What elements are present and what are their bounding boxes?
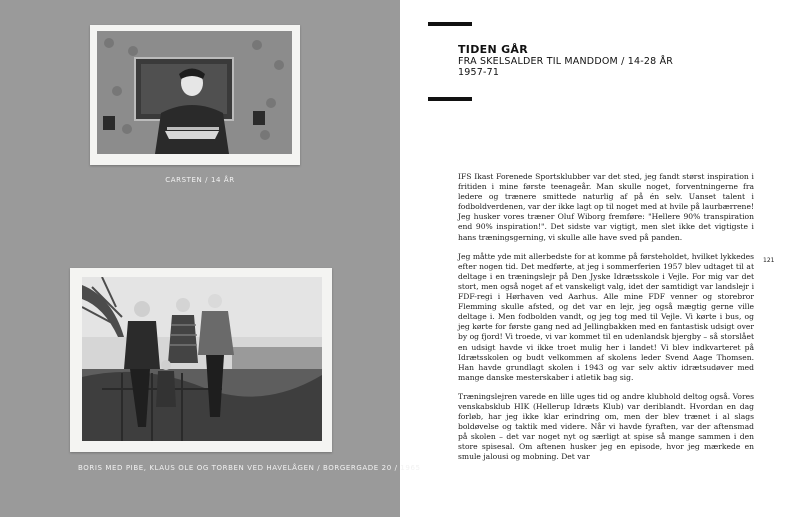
heading-rule-bottom (428, 97, 472, 101)
page-number: 121 (763, 257, 775, 264)
chapter-subtitle: FRA SKELSALDER TIL MANDDOM / 14-28 ÅR (458, 56, 674, 67)
heading-rule-top (428, 22, 472, 26)
photo-boys-caption: BORIS MED PIBE, KLAUS OLE OG TORBEN VED HAVELÅGEN / BORGERGADE 20 / 1965 (78, 464, 421, 472)
paragraph: IFS Ikast Forenede Sportsklubber var det sted, jeg fandt størst inspiration i fritiden i mine første teenageår. Man skulle noget, forventningerne fra ledere og trænere smittede naturlig af på én selv. Uanset talent i fodboldverdenen, var der ikke lagt op til noget med at hvile på laurbærrene! Jeg husker vores træner Oluf Wiborg fremføre: "Hellere 90% transpiration end 90% inspiration!". Det sidste var vigtigt, men slet ikke det vigtigste i hans træningsgerning, vi skulle alle have sved på panden. (458, 172, 754, 242)
chapter-years: 1957-71 (458, 67, 500, 78)
paragraph: Jeg måtte yde mit allerbedste for at komme på førsteholdet, hvilket lykkedes efter nogen tid. Det medførte, at jeg i sommerferien 1957 blev udtaget til at deltage i en træningslejr på Den Jyske Idrætsskole i Vejle. For mig var det stort, men også noget af et vanskeligt valg, idet der samtidigt var landslejr i FDF-regi i Hørhaven ved Aarhus. Alle mine FDF venner og storebror Flemming skulle afsted, og det var en lejr, jeg også mægtig gerne ville deltage i. Men fodbolden vandt, og jeg tog med til Vejle. Vi kørte i bus, og jeg kørte for første gang ned ad Jellingbakken med en fantastisk udsigt over by og fjord! Vi troede, vi var kommet til en udenlandsk bjergby – så storslået en udsigt havde vi ikke troet mulig her i landet! Vi blev indkvarteret på Idrætsskolen og budt velkommen af skolens leder Svend Aage Thomsen. Han havde grundlagt skolen i 1943 og var selv aktiv idrætsudøver med mange danske mesterskaber i atletik bag sig. (458, 251, 754, 382)
photo-boys-garden-gate-image (82, 277, 322, 441)
paragraph: Træningslejren varede en lille uges tid og andre klubhold deltog også. Vores venskabsklub HIK (Hellerup Idræts Klub) var deriblandt. Hvordan en dag forløb, har jeg ikke klar erindring om, men der blev trænet i al slags boldøvelse og taktik med videre. Når vi havde fyraften, var der aftensmad på skolen – det var noget nyt og særligt at spise så mange sammen i den store spisesal. Om aftenen husker jeg en episode, hvor jeg mærkede en smule jalousi og mobning. Det var (458, 391, 754, 462)
photo-carsten (90, 25, 300, 165)
chapter-title: TIDEN GÅR (458, 43, 528, 56)
chapter-heading (458, 44, 758, 78)
photo-boys-garden-gate (70, 268, 332, 452)
photo-carsten-image (97, 31, 292, 154)
body-text (458, 172, 754, 472)
photo-carsten-caption: CARSTEN / 14 ÅR (165, 176, 235, 184)
